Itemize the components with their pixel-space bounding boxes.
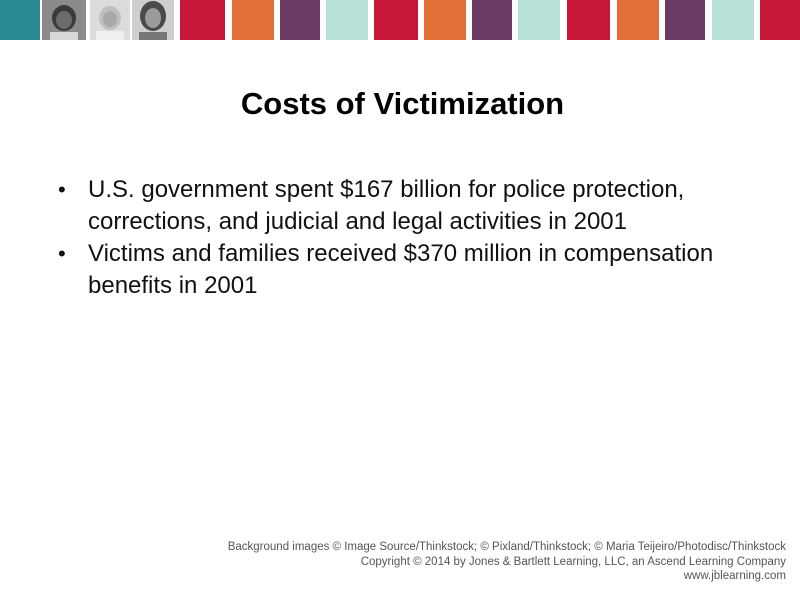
woman-photo [132,0,174,40]
banner-tile-purple-1 [280,0,320,40]
banner-tile-orange-3 [617,0,659,40]
footer-credits [146,540,786,584]
bullet-marker: • [58,241,66,266]
banner-tile-mint-3 [712,0,754,40]
banner-tile-orange-1 [232,0,274,40]
banner-tile-red-4 [760,0,800,40]
slide-title: Costs of Victimization [240,86,565,121]
banner-teal-strip [0,0,40,40]
banner-tile-red-2 [374,0,418,40]
child-photo [42,0,86,40]
banner-tile-red-1 [180,0,225,40]
bullet-list [56,174,776,302]
banner-tile-red-3 [567,0,610,40]
image-credits: Background images © Image Source/Thinkstock; © Pixland/Thinkstock; © Maria Teijeiro/Photodisc/Thinkstock [227,541,786,553]
banner-tile-mint-2 [518,0,560,40]
bullet-item [56,238,776,302]
bullet-text: U.S. government spent $167 billion for police protection, corrections, and judicial and legal activities in 2001 [88,176,685,235]
copyright-notice: Copyright © 2014 by Jones & Bartlett Learning, LLC, an Ascend Learning Company [360,555,786,568]
bullet-text: Victims and families received $370 million in compensation benefits in 2001 [88,240,714,299]
baby-photo [90,0,130,40]
publisher-url: www.jblearning.com [683,570,786,582]
banner-tile-orange-2 [424,0,466,40]
bullet-marker: • [58,177,66,202]
banner-tile-mint-1 [326,0,368,40]
bullet-item [56,174,776,238]
banner-tile-purple-3 [665,0,705,40]
top-banner [0,0,800,40]
banner-tile-purple-2 [472,0,512,40]
